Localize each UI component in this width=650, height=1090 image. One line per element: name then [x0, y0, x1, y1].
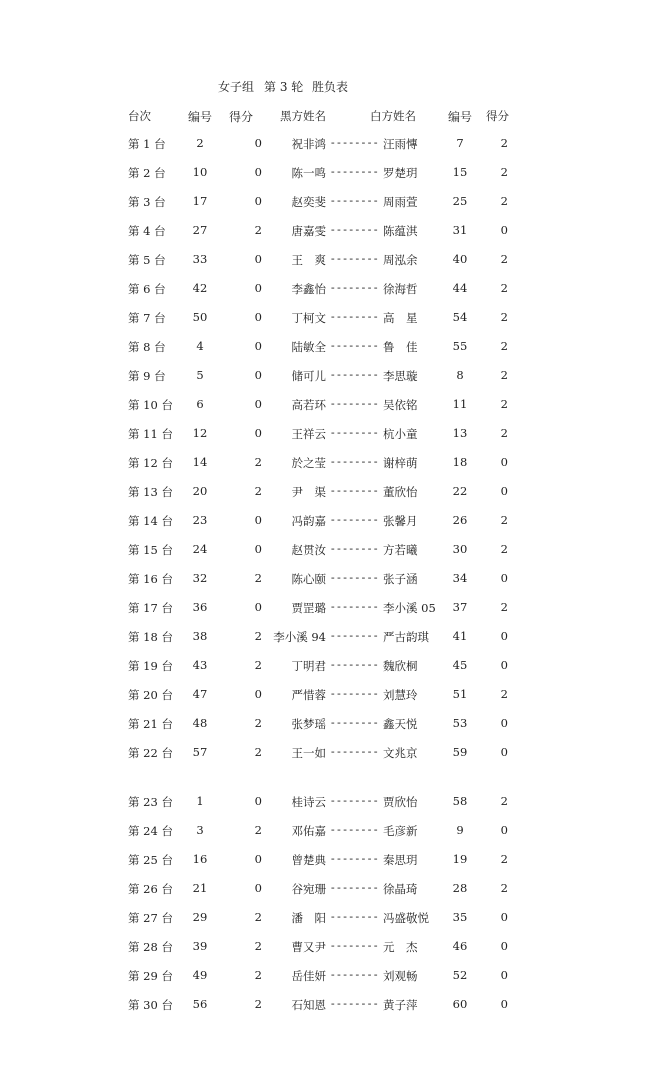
black-number: 14: [192, 455, 208, 469]
table-row: [0, 252, 650, 272]
table-row: [0, 823, 650, 843]
black-player-name: 丁明君: [291, 659, 326, 673]
separator: --------: [329, 910, 379, 923]
black-number: 29: [192, 910, 208, 924]
black-player-name: 赵奕斐: [291, 195, 326, 209]
black-player-name: 高若环: [291, 398, 326, 412]
white-score: 2: [500, 136, 508, 150]
black-score: 0: [254, 194, 262, 208]
black-number: 4: [196, 339, 204, 353]
black-player-name: 王一如: [291, 746, 326, 760]
separator: --------: [329, 658, 379, 671]
separator: --------: [329, 600, 379, 613]
table-row: [0, 165, 650, 185]
black-number: 49: [192, 968, 208, 982]
black-player-name: 曾楚典: [291, 853, 326, 867]
separator: --------: [329, 629, 379, 642]
black-player-name: 李鑫怡: [291, 282, 326, 296]
table-number: 第 29 台: [128, 969, 173, 983]
black-number: 12: [192, 426, 208, 440]
white-score: 0: [500, 997, 508, 1011]
black-score: 2: [254, 658, 262, 672]
table-row: [0, 852, 650, 872]
table-number: 第 21 台: [128, 717, 173, 731]
white-number: 51: [452, 687, 468, 701]
black-score: 2: [254, 629, 262, 643]
table-number: 第 7 台: [128, 311, 166, 325]
separator: --------: [329, 397, 379, 410]
black-score: 0: [254, 397, 262, 411]
black-number: 27: [192, 223, 208, 237]
table-row: [0, 910, 650, 930]
table-row: [0, 310, 650, 330]
white-player-name: 周泓余: [383, 253, 418, 267]
header-black-no: 编号: [187, 110, 212, 124]
black-player-name: 祝非鸿: [291, 137, 326, 151]
table-number: 第 24 台: [128, 824, 173, 838]
white-player-name: 鑫天悦: [383, 717, 418, 731]
white-score: 2: [500, 194, 508, 208]
table-number: 第 30 台: [128, 998, 173, 1012]
black-player-name: 谷宛珊: [291, 882, 326, 896]
white-number: 55: [452, 339, 468, 353]
white-number: 41: [452, 629, 468, 643]
white-number: 19: [452, 852, 468, 866]
white-score: 2: [500, 513, 508, 527]
black-number: 48: [192, 716, 208, 730]
separator: --------: [329, 194, 379, 207]
title-table-name: 胜负表: [312, 80, 349, 94]
white-player-name: 黄子萍: [383, 998, 418, 1012]
separator: --------: [329, 716, 379, 729]
white-number: 7: [456, 136, 464, 150]
black-player-name: 邓佑嘉: [291, 824, 326, 838]
table-number: 第 18 台: [128, 630, 173, 644]
separator: --------: [329, 997, 379, 1010]
table-number: 第 27 台: [128, 911, 173, 925]
white-score: 2: [500, 542, 508, 556]
white-player-name: 徐晶琦: [383, 882, 418, 896]
table-row: [0, 136, 650, 156]
white-score: 0: [500, 716, 508, 730]
table-row: [0, 339, 650, 359]
white-player-name: 杭小童: [383, 427, 418, 441]
black-score: 0: [254, 368, 262, 382]
separator: --------: [329, 881, 379, 894]
white-player-name: 徐海哲: [383, 282, 418, 296]
black-player-name: 桂诗云: [291, 795, 326, 809]
white-score: 2: [500, 600, 508, 614]
white-score: 0: [500, 629, 508, 643]
white-score: 2: [500, 310, 508, 324]
white-number: 28: [452, 881, 468, 895]
white-number: 18: [452, 455, 468, 469]
white-player-name: 董欣怡: [383, 485, 418, 499]
separator: --------: [329, 939, 379, 952]
black-number: 42: [192, 281, 208, 295]
table-row: [0, 194, 650, 214]
table-number: 第 17 台: [128, 601, 173, 615]
separator: --------: [329, 455, 379, 468]
white-score: 2: [500, 368, 508, 382]
black-player-name: 储可儿: [291, 369, 326, 383]
black-score: 2: [254, 455, 262, 469]
white-player-name: 鲁 佳: [383, 340, 418, 354]
table-row: [0, 426, 650, 446]
header-black-score: 得分: [228, 110, 253, 124]
header-table: 台次: [128, 109, 151, 123]
white-player-name: 秦思玥: [383, 853, 418, 867]
separator: --------: [329, 687, 379, 700]
white-player-name: 李思璇: [383, 369, 418, 383]
table-number: 第 16 台: [128, 572, 173, 586]
table-row: [0, 629, 650, 649]
black-score: 2: [254, 939, 262, 953]
table-row: [0, 455, 650, 475]
white-score: 2: [500, 426, 508, 440]
white-player-name: 贾欣怡: [383, 795, 418, 809]
table-row: [0, 687, 650, 707]
white-score: 2: [500, 852, 508, 866]
black-score: 0: [254, 794, 262, 808]
table-row: [0, 542, 650, 562]
white-number: 30: [452, 542, 468, 556]
black-number: 36: [192, 600, 208, 614]
white-score: 2: [500, 165, 508, 179]
separator: --------: [329, 968, 379, 981]
white-player-name: 罗楚玥: [383, 166, 418, 180]
white-player-name: 李小溪 05: [383, 601, 436, 615]
black-score: 0: [254, 136, 262, 150]
separator: --------: [329, 339, 379, 352]
separator: --------: [329, 426, 379, 439]
black-score: 0: [254, 513, 262, 527]
table-row: [0, 881, 650, 901]
white-number: 58: [452, 794, 468, 808]
white-player-name: 吴依铭: [383, 398, 418, 412]
black-number: 21: [192, 881, 208, 895]
table-number: 第 15 台: [128, 543, 173, 557]
separator: --------: [329, 310, 379, 323]
black-score: 2: [254, 571, 262, 585]
table-row: [0, 745, 650, 765]
black-score: 0: [254, 687, 262, 701]
white-number: 54: [452, 310, 468, 324]
table-row: [0, 368, 650, 388]
white-score: 0: [500, 571, 508, 585]
black-player-name: 石知恩: [291, 998, 326, 1012]
black-score: 0: [254, 852, 262, 866]
table-header: [0, 108, 650, 128]
black-score: 0: [254, 600, 262, 614]
black-number: 1: [196, 794, 204, 808]
table-row: [0, 658, 650, 678]
table-number: 第 22 台: [128, 746, 173, 760]
separator: --------: [329, 745, 379, 758]
table-row: [0, 571, 650, 591]
black-number: 17: [192, 194, 208, 208]
black-score: 0: [254, 881, 262, 895]
separator: --------: [329, 252, 379, 265]
white-player-name: 谢梓萌: [383, 456, 418, 470]
white-number: 25: [452, 194, 468, 208]
table-row: [0, 484, 650, 504]
black-player-name: 张梦瑶: [291, 717, 326, 731]
table-number: 第 2 台: [128, 166, 166, 180]
black-number: 33: [192, 252, 208, 266]
white-player-name: 高 星: [383, 311, 418, 325]
black-score: 0: [254, 542, 262, 556]
table-number: 第 13 台: [128, 485, 173, 499]
separator: --------: [329, 542, 379, 555]
table-number: 第 10 台: [128, 398, 173, 412]
black-number: 38: [192, 629, 208, 643]
white-score: 0: [500, 455, 508, 469]
white-score: 0: [500, 658, 508, 672]
black-number: 6: [196, 397, 204, 411]
black-number: 57: [192, 745, 208, 759]
black-player-name: 李小溪 94: [273, 630, 326, 644]
black-score: 0: [254, 339, 262, 353]
black-score: 2: [254, 716, 262, 730]
table-number: 第 26 台: [128, 882, 173, 896]
white-score: 2: [500, 397, 508, 411]
separator: --------: [329, 484, 379, 497]
white-number: 15: [452, 165, 468, 179]
separator: --------: [329, 281, 379, 294]
white-number: 22: [452, 484, 468, 498]
table-number: 第 19 台: [128, 659, 173, 673]
white-score: 2: [500, 687, 508, 701]
white-number: 44: [452, 281, 468, 295]
white-player-name: 毛彦新: [383, 824, 418, 838]
black-player-name: 陈一鸣: [291, 166, 326, 180]
white-number: 60: [452, 997, 468, 1011]
table-row: [0, 600, 650, 620]
separator: --------: [329, 136, 379, 149]
black-player-name: 尹 渠: [291, 485, 326, 499]
white-score: 0: [500, 910, 508, 924]
black-player-name: 王祥云: [291, 427, 326, 441]
black-number: 47: [192, 687, 208, 701]
white-number: 37: [452, 600, 468, 614]
table-number: 第 20 台: [128, 688, 173, 702]
table-row: [0, 997, 650, 1017]
header-white-score: 得分: [486, 109, 509, 123]
separator: --------: [329, 823, 379, 836]
white-number: 59: [452, 745, 468, 759]
white-score: 2: [500, 794, 508, 808]
black-score: 2: [254, 223, 262, 237]
black-score: 2: [254, 968, 262, 982]
white-number: 53: [452, 716, 468, 730]
black-score: 2: [254, 910, 262, 924]
table-number: 第 11 台: [128, 427, 173, 441]
black-player-name: 严惜蓉: [291, 688, 326, 702]
white-number: 46: [452, 939, 468, 953]
white-player-name: 张馨月: [383, 514, 418, 528]
black-player-name: 王 爽: [291, 253, 326, 267]
black-score: 0: [254, 426, 262, 440]
white-score: 2: [500, 252, 508, 266]
black-number: 10: [192, 165, 208, 179]
black-player-name: 曹又尹: [291, 940, 326, 954]
white-number: 11: [452, 397, 468, 411]
white-number: 34: [452, 571, 468, 585]
table-row: [0, 939, 650, 959]
black-score: 2: [254, 997, 262, 1011]
table-number: 第 3 台: [128, 195, 166, 209]
white-player-name: 冯盛敬悦: [383, 911, 429, 925]
white-player-name: 严古韵琪: [383, 630, 429, 644]
black-player-name: 於之莹: [291, 456, 326, 470]
separator: --------: [329, 794, 379, 807]
black-number: 16: [192, 852, 208, 866]
table-number: 第 12 台: [128, 456, 173, 470]
white-score: 2: [500, 281, 508, 295]
white-player-name: 元 杰: [383, 940, 418, 954]
white-score: 0: [500, 939, 508, 953]
table-number: 第 14 台: [128, 514, 173, 528]
table-row: [0, 716, 650, 736]
white-score: 0: [500, 968, 508, 982]
black-player-name: 岳佳妍: [291, 969, 326, 983]
table-number: 第 4 台: [128, 224, 166, 238]
black-score: 2: [254, 484, 262, 498]
black-score: 0: [254, 281, 262, 295]
table-number: 第 23 台: [128, 795, 173, 809]
white-player-name: 方若曦: [383, 543, 418, 557]
black-number: 3: [196, 823, 204, 837]
black-number: 5: [196, 368, 204, 382]
black-number: 2: [196, 136, 204, 150]
black-player-name: 陆敏全: [291, 340, 326, 354]
black-player-name: 陈心颐: [291, 572, 326, 586]
white-score: 0: [500, 223, 508, 237]
white-number: 13: [452, 426, 468, 440]
table-number: 第 25 台: [128, 853, 173, 867]
white-player-name: 陈蕴淇: [383, 224, 418, 238]
white-score: 2: [500, 339, 508, 353]
black-score: 0: [254, 165, 262, 179]
table-row: [0, 513, 650, 533]
white-number: 40: [452, 252, 468, 266]
black-player-name: 丁柯文: [291, 311, 326, 325]
white-number: 9: [456, 823, 464, 837]
table-number: 第 9 台: [128, 369, 166, 383]
separator: --------: [329, 368, 379, 381]
white-number: 26: [452, 513, 468, 527]
header-black-name: 黑方姓名: [280, 109, 326, 123]
white-player-name: 周雨萱: [383, 195, 418, 209]
black-score: 2: [254, 823, 262, 837]
white-player-name: 魏欣桐: [383, 659, 418, 673]
header-white-name: 白方姓名: [370, 109, 416, 123]
title-round: 第 3 轮: [264, 80, 304, 94]
black-player-name: 赵贯汝: [291, 543, 326, 557]
title-group: 女子组: [218, 80, 255, 94]
table-row: [0, 968, 650, 988]
table-number: 第 8 台: [128, 340, 166, 354]
separator: --------: [329, 571, 379, 584]
black-number: 32: [192, 571, 208, 585]
header-white-no: 编号: [447, 110, 472, 124]
black-number: 56: [192, 997, 208, 1011]
white-player-name: 张子涵: [383, 572, 418, 586]
black-number: 43: [192, 658, 208, 672]
white-score: 0: [500, 745, 508, 759]
separator: --------: [329, 513, 379, 526]
white-number: 52: [452, 968, 468, 982]
black-number: 39: [192, 939, 208, 953]
white-score: 0: [500, 823, 508, 837]
table-number: 第 1 台: [128, 137, 166, 151]
white-number: 35: [452, 910, 468, 924]
table-row: [0, 223, 650, 243]
table-number: 第 5 台: [128, 253, 166, 267]
table-number: 第 28 台: [128, 940, 173, 954]
table-number: 第 6 台: [128, 282, 166, 296]
black-score: 2: [254, 745, 262, 759]
white-player-name: 文兆京: [383, 746, 418, 760]
white-player-name: 刘观畅: [383, 969, 418, 983]
table-row: [0, 794, 650, 814]
black-number: 23: [192, 513, 208, 527]
table-row: [0, 397, 650, 417]
black-player-name: 贾罡璐: [291, 601, 326, 615]
white-number: 8: [456, 368, 464, 382]
black-player-name: 唐嘉雯: [291, 224, 326, 238]
white-score: 0: [500, 484, 508, 498]
white-player-name: 刘慧玲: [383, 688, 418, 702]
black-score: 0: [254, 310, 262, 324]
white-score: 2: [500, 881, 508, 895]
separator: --------: [329, 852, 379, 865]
black-player-name: 潘 阳: [291, 911, 326, 925]
separator: --------: [329, 223, 379, 236]
black-number: 20: [192, 484, 208, 498]
white-number: 31: [452, 223, 468, 237]
table-row: [0, 281, 650, 301]
white-number: 45: [452, 658, 468, 672]
white-player-name: 汪雨慱: [383, 137, 418, 151]
separator: --------: [329, 165, 379, 178]
black-number: 24: [192, 542, 208, 556]
black-player-name: 冯韵嘉: [291, 514, 326, 528]
black-number: 50: [192, 310, 208, 324]
black-score: 0: [254, 252, 262, 266]
